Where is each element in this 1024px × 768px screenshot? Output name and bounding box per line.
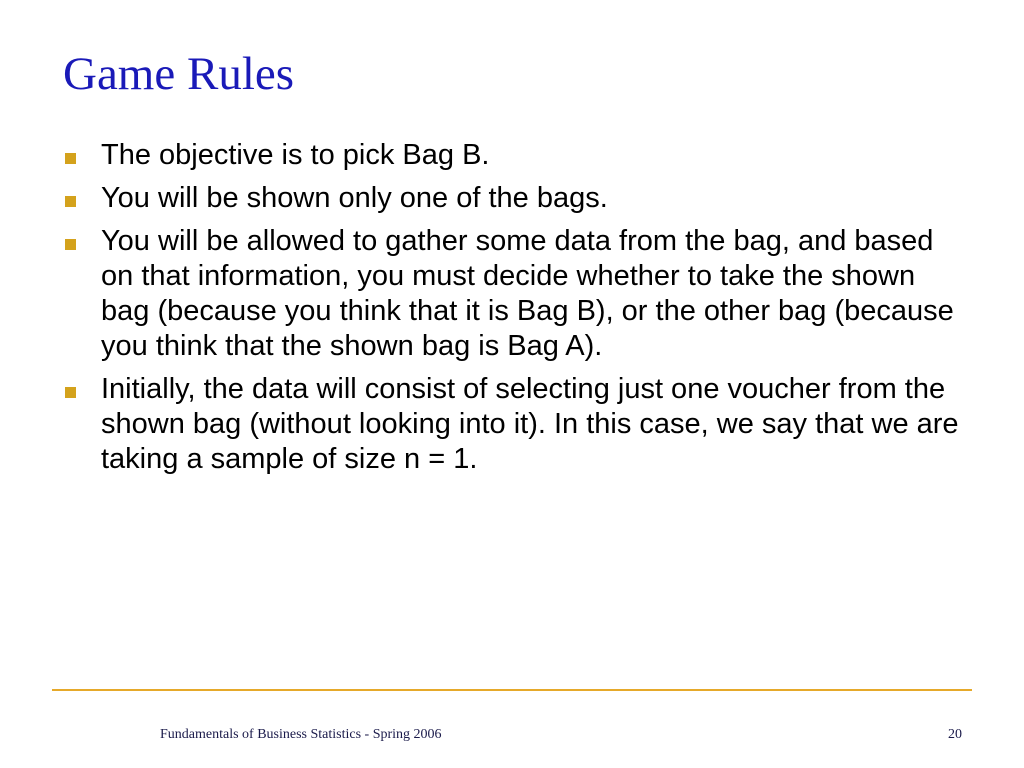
footer-course-title: Fundamentals of Business Statistics - Spring 2006 [160,727,442,742]
bullet-item [62,224,962,364]
bullet-item [62,181,962,216]
bullet-text: You will be shown only one of the bags. [101,182,608,214]
footer-divider [52,689,972,691]
bullet-text: Initially, the data will consist of selecting just one voucher from the shown bag (without looking into it). In this case, we say that we are taking a sample of size n = 1. [101,373,959,475]
square-bullet-icon [65,387,76,398]
bullet-item [62,138,962,173]
square-bullet-icon [65,196,76,207]
square-bullet-icon [65,153,76,164]
square-bullet-icon [65,239,76,250]
bullet-text: The objective is to pick Bag B. [101,139,490,171]
bullet-text: You will be allowed to gather some data from the bag, and based on that information, you must decide whether to take the shown bag (because you think that it is Bag B), or the other bag (because you think that the shown bag is Bag A). [101,225,954,362]
slide-title: Game Rules [63,48,295,100]
page-number: 20 [948,727,962,742]
bullet-list [62,138,962,485]
bullet-item [62,372,962,477]
